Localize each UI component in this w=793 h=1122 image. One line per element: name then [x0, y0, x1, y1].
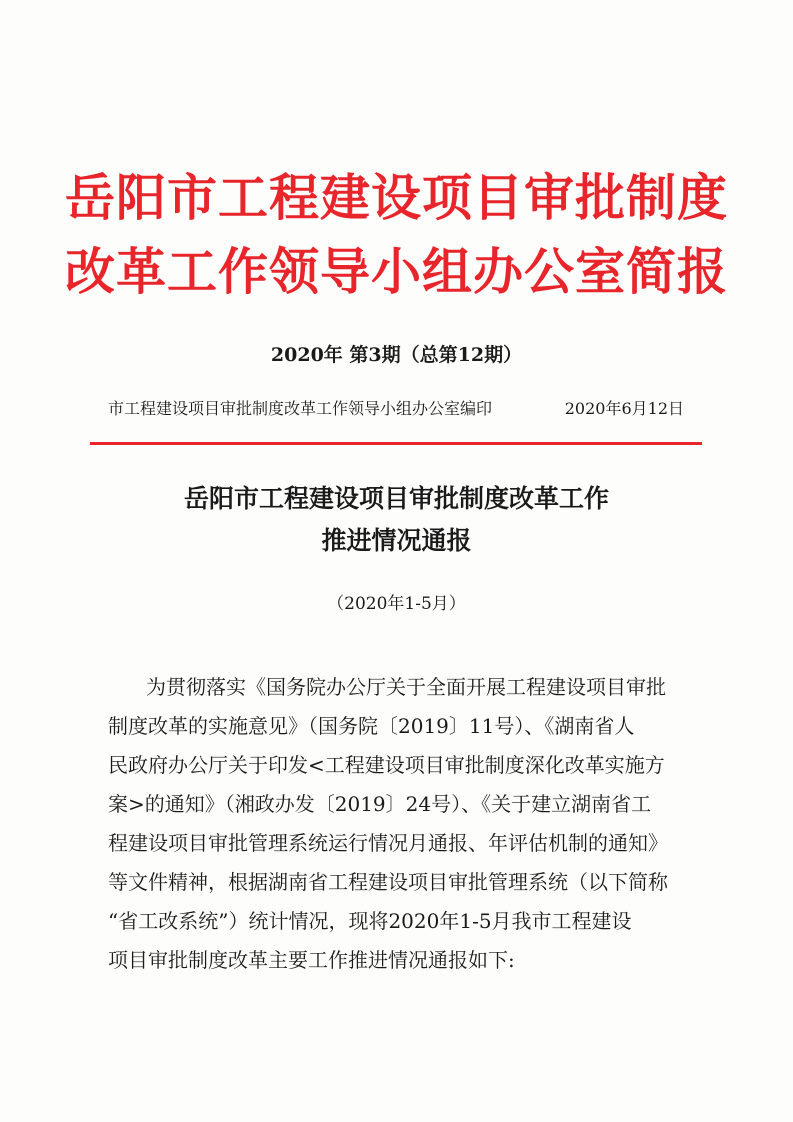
- body-line-6: 等文件精神，根据湖南省工程建设项目审批管理系统（以下简称: [108, 870, 668, 894]
- body-line-5: 程建设项目审批管理系统运行情况月通报、年评估机制的通知》: [108, 831, 668, 855]
- red-divider-rule: [90, 442, 702, 445]
- body-line-3: 民政府办公厅关于印发<工程建设项目审批制度深化改革实施方: [108, 753, 665, 777]
- issue-info-line: [108, 397, 684, 421]
- body-line-8: 项目审批制度改革主要工作推进情况通报如下:: [108, 948, 515, 972]
- body-line-2: 制度改革的实施意见》（国务院〔2019〕11号）、《湖南省人: [108, 714, 635, 738]
- masthead-title-line-2: 改革工作领导小组办公室简报: [65, 242, 728, 301]
- body-line-7: “省工改系统”）统计情况，现将2020年1-5月我市工程建设: [108, 909, 632, 933]
- issue-publisher: 市工程建设项目审批制度改革工作领导小组办公室编印: [108, 399, 493, 418]
- issue-number: 2020年 第3期（总第12期）: [270, 344, 523, 366]
- body-line-4: 案>的通知》（湘政办发〔2019〕24号）、《关于建立湖南省工: [108, 792, 652, 816]
- article-period: （2020年1-5月）: [327, 594, 466, 614]
- body-line-1: 为贯彻落实《国务院办公厅关于全面开展工程建设项目审批: [146, 675, 666, 699]
- issue-date: 2020年6月12日: [564, 399, 684, 418]
- masthead-title-line-1: 岳阳市工程建设项目审批制度: [65, 168, 728, 227]
- article-title-line-2: 推进情况通报: [321, 526, 472, 555]
- article-title-line-1: 岳阳市工程建设项目审批制度改革工作: [183, 484, 609, 513]
